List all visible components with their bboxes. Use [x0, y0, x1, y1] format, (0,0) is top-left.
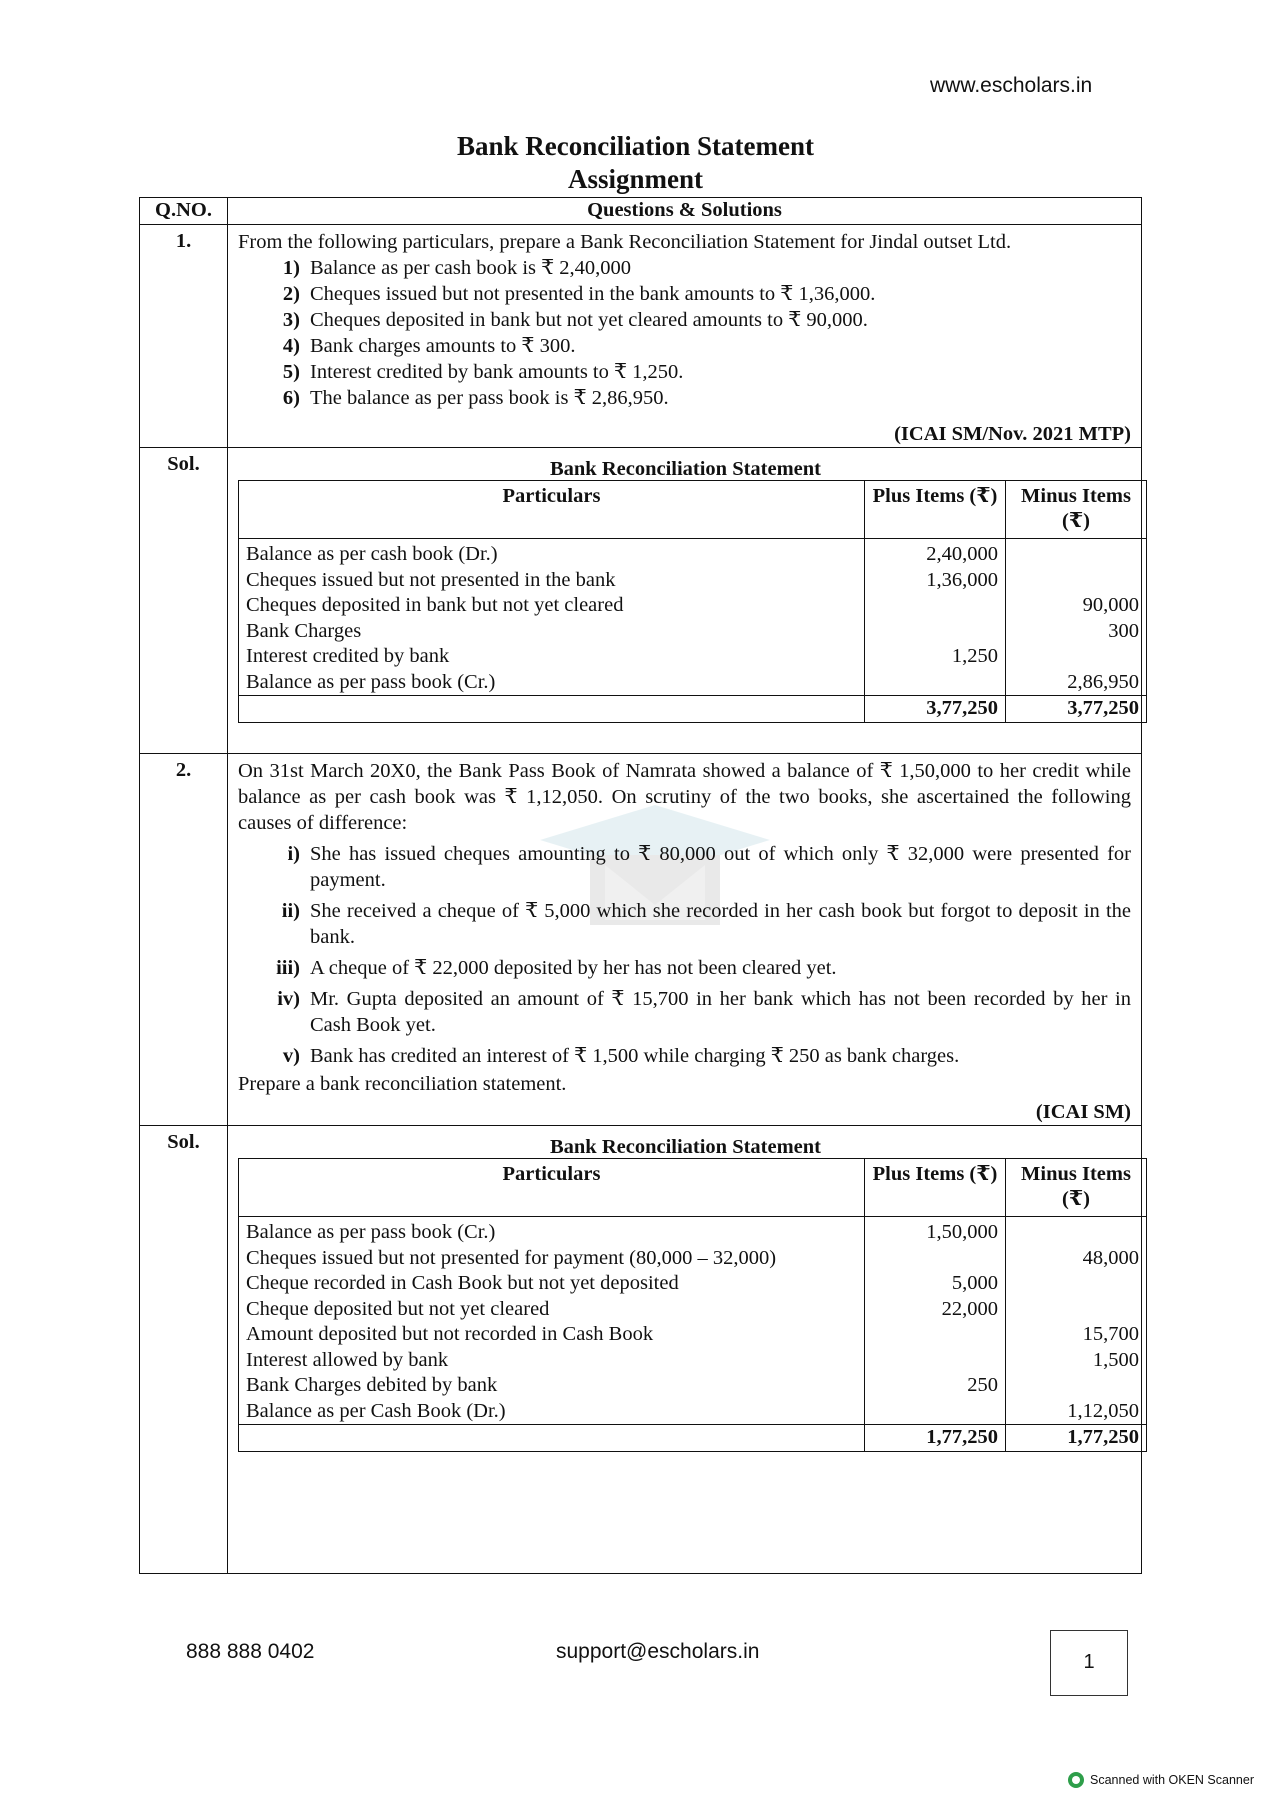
plus-items-header: Plus Items (₹) [865, 481, 1006, 539]
list-item-text: Balance as per cash book is ₹ 2,40,000 [310, 257, 632, 279]
reconciliation-table [239, 481, 1146, 722]
particular-cell: Amount deposited but not recorded in Cash Book [239, 1322, 865, 1348]
question-list-item [238, 281, 1131, 307]
plus-cell [865, 1348, 1006, 1374]
particular-cell: Cheques issued but not presented in the bank [239, 568, 865, 594]
minus-cell: 90,000 [1082, 594, 1139, 616]
solution-row-1 [140, 448, 1142, 754]
page-number-box [1050, 1630, 1128, 1696]
question-number: 1. [140, 225, 228, 448]
list-item-text: She received a cheque of ₹ 5,000 which she recorded in her cash book but forgot to deposit in the bank. [310, 900, 1131, 948]
table-row [239, 1271, 1146, 1297]
list-item-number: 1) [282, 257, 300, 279]
list-item-number: v) [282, 1045, 300, 1067]
footer-email[interactable]: support@escholars.in [556, 1640, 760, 1663]
solution-row-2 [140, 1126, 1142, 1574]
total-plus-cell: 1,77,250 [865, 1425, 1006, 1451]
table-row [239, 568, 1146, 594]
list-item-number: iii) [276, 957, 300, 979]
particular-cell: Cheque deposited but not yet cleared [239, 1297, 865, 1323]
table-row [239, 539, 1146, 568]
scanner-text: Scanned with OKEN Scanner [1090, 1773, 1254, 1787]
statement-title: Bank Reconciliation Statement [549, 1136, 822, 1158]
plus-cell: 22,000 [865, 1297, 1006, 1323]
plus-cell [865, 619, 1006, 645]
table-row [239, 670, 1146, 696]
header-questions: Questions & Solutions [228, 198, 1142, 225]
table-row [239, 593, 1146, 619]
list-item-text: She has issued cheques amounting to ₹ 80,000 out of which only ₹ 32,000 were presented for payment. [310, 843, 1131, 891]
particular-cell: Balance as per cash book (Dr.) [239, 539, 865, 568]
minus-cell [1006, 1217, 1147, 1246]
question-row-1 [140, 225, 1142, 448]
reconciliation-table [239, 1159, 1146, 1451]
minus-cell [1006, 1373, 1147, 1399]
table-row [239, 644, 1146, 670]
minus-cell [1006, 1271, 1147, 1297]
list-item-text: The balance as per pass book is ₹ 2,86,950. [310, 387, 669, 409]
table-row [239, 1322, 1146, 1348]
total-minus-cell: 1,77,250 [1006, 1425, 1147, 1451]
list-item-text: A cheque of ₹ 22,000 deposited by her has not been cleared yet. [310, 957, 837, 979]
total-row [239, 1425, 1146, 1451]
question-intro: On 31st March 20X0, the Bank Pass Book of Namrata showed a balance of ₹ 1,50,000 to her credit while balance as per cash book was ₹ 1,12,050. On scrutiny of the two books, she ascertained the following causes of difference: [238, 760, 1131, 834]
question-reference: (ICAI SM/Nov. 2021 MTP) [894, 423, 1131, 445]
header-qno: Q.NO. [140, 198, 228, 225]
minus-items-header: Minus Items (₹) [1006, 1159, 1147, 1217]
question-list-item [238, 955, 1131, 981]
list-item-number: ii) [281, 900, 300, 922]
minus-cell [1006, 539, 1147, 568]
list-item-number: 4) [282, 335, 300, 357]
plus-cell: 5,000 [865, 1271, 1006, 1297]
list-item-number: i) [287, 843, 300, 865]
question-closing: Prepare a bank reconciliation statement. [238, 1073, 567, 1095]
list-item-number: 2) [282, 283, 300, 305]
question-list-item [238, 986, 1131, 1038]
plus-cell [865, 1246, 1006, 1272]
particular-cell: Bank Charges [239, 619, 865, 645]
list-item-text: Bank has credited an interest of ₹ 1,500 while charging ₹ 250 as bank charges. [310, 1045, 960, 1067]
particular-cell: Bank Charges debited by bank [239, 1373, 865, 1399]
list-item-number: 3) [282, 309, 300, 331]
plus-cell: 2,40,000 [865, 539, 1006, 568]
particular-cell: Balance as per pass book (Cr.) [239, 670, 865, 696]
table-row [239, 1399, 1146, 1425]
list-item-number: 6) [282, 387, 300, 409]
list-item-text: Cheques issued but not presented in the bank amounts to ₹ 1,36,000. [310, 283, 876, 305]
solution-body [228, 1126, 1142, 1574]
plus-cell [865, 1322, 1006, 1348]
total-label-cell [239, 1425, 865, 1451]
question-list-item [238, 307, 1131, 333]
particular-cell: Cheque recorded in Cash Book but not yet deposited [239, 1271, 865, 1297]
minus-cell [1006, 644, 1147, 670]
table-header-row [239, 1159, 1146, 1217]
list-item-number: 5) [282, 361, 300, 383]
table-header-row [239, 481, 1146, 539]
title-line-2: Assignment [567, 164, 703, 194]
footer-phone: 888 888 0402 [186, 1640, 315, 1663]
minus-cell: 1,12,050 [1067, 1399, 1139, 1422]
solution-body [228, 448, 1142, 754]
plus-cell: 250 [865, 1373, 1006, 1399]
question-list-item [238, 359, 1131, 385]
total-row [239, 696, 1146, 722]
list-item-text: Mr. Gupta deposited an amount of ₹ 15,700 in her bank which has not been recorded by her in Cash Book yet. [310, 988, 1131, 1036]
website-url: www.escholars.in [930, 74, 1093, 97]
statement-title: Bank Reconciliation Statement [549, 458, 822, 480]
list-item-text: Interest credited by bank amounts to ₹ 1,250. [310, 361, 684, 383]
question-list-item [238, 385, 1131, 411]
question-body [228, 754, 1142, 1126]
table-row [239, 1348, 1146, 1374]
title-line-1: Bank Reconciliation Statement [457, 131, 814, 161]
particular-cell: Interest allowed by bank [239, 1348, 865, 1374]
table-row [239, 1373, 1146, 1399]
list-item-text: Cheques deposited in bank but not yet cleared amounts to ₹ 90,000. [310, 309, 868, 331]
particular-cell: Cheques issued but not presented for payment (80,000 – 32,000) [239, 1246, 865, 1272]
assignment-table [139, 197, 1142, 1574]
total-minus-cell: 3,77,250 [1006, 696, 1147, 722]
question-list-item [238, 841, 1131, 893]
question-intro: From the following particulars, prepare a Bank Reconciliation Statement for Jindal outset Ltd. [238, 231, 1012, 253]
list-item-number: iv) [277, 988, 300, 1010]
scanner-logo-icon [1068, 1772, 1084, 1788]
scanner-watermark [1068, 1772, 1254, 1788]
plus-cell: 1,250 [865, 644, 1006, 670]
minus-cell: 300 [1108, 619, 1139, 642]
table-row [239, 1297, 1146, 1323]
question-body [228, 225, 1142, 448]
table-header-row [140, 198, 1142, 225]
question-row-2 [140, 754, 1142, 1126]
particulars-header: Particulars [239, 481, 865, 539]
plus-cell: 1,50,000 [865, 1217, 1006, 1246]
question-list [238, 255, 1131, 411]
list-item-text: Bank charges amounts to ₹ 300. [310, 335, 576, 357]
minus-items-header: Minus Items (₹) [1006, 481, 1147, 539]
plus-cell [865, 593, 1006, 619]
question-reference: (ICAI SM) [1035, 1101, 1131, 1123]
particular-cell: Interest credited by bank [239, 644, 865, 670]
question-list-item [238, 1043, 1131, 1069]
minus-cell [1006, 1297, 1147, 1323]
plus-cell: 1,36,000 [865, 568, 1006, 594]
solution-label: Sol. [140, 1126, 228, 1574]
particulars-header: Particulars [239, 1159, 865, 1217]
particular-cell: Balance as per Cash Book (Dr.) [239, 1399, 865, 1425]
question-list-item [238, 898, 1131, 950]
plus-cell [865, 670, 1006, 696]
page-title [0, 130, 1271, 196]
plus-items-header: Plus Items (₹) [865, 1159, 1006, 1217]
plus-cell [865, 1399, 1006, 1425]
table-row [239, 1246, 1146, 1272]
minus-cell: 1,500 [1092, 1348, 1139, 1371]
question-list-item [238, 255, 1131, 281]
page-number: 1 [1083, 1651, 1095, 1673]
question-number: 2. [140, 754, 228, 1126]
particular-cell: Balance as per pass book (Cr.) [239, 1217, 865, 1246]
question-list-item [238, 333, 1131, 359]
solution-label: Sol. [140, 448, 228, 754]
question-list [238, 841, 1131, 1069]
minus-cell: 2,86,950 [1067, 670, 1139, 693]
minus-cell [1006, 568, 1147, 594]
table-row [239, 619, 1146, 645]
minus-cell: 15,700 [1082, 1323, 1139, 1345]
table-row [239, 1217, 1146, 1246]
total-plus-cell: 3,77,250 [865, 696, 1006, 722]
particular-cell: Cheques deposited in bank but not yet cleared [239, 593, 865, 619]
total-label-cell [239, 696, 865, 722]
minus-cell: 48,000 [1082, 1246, 1139, 1269]
